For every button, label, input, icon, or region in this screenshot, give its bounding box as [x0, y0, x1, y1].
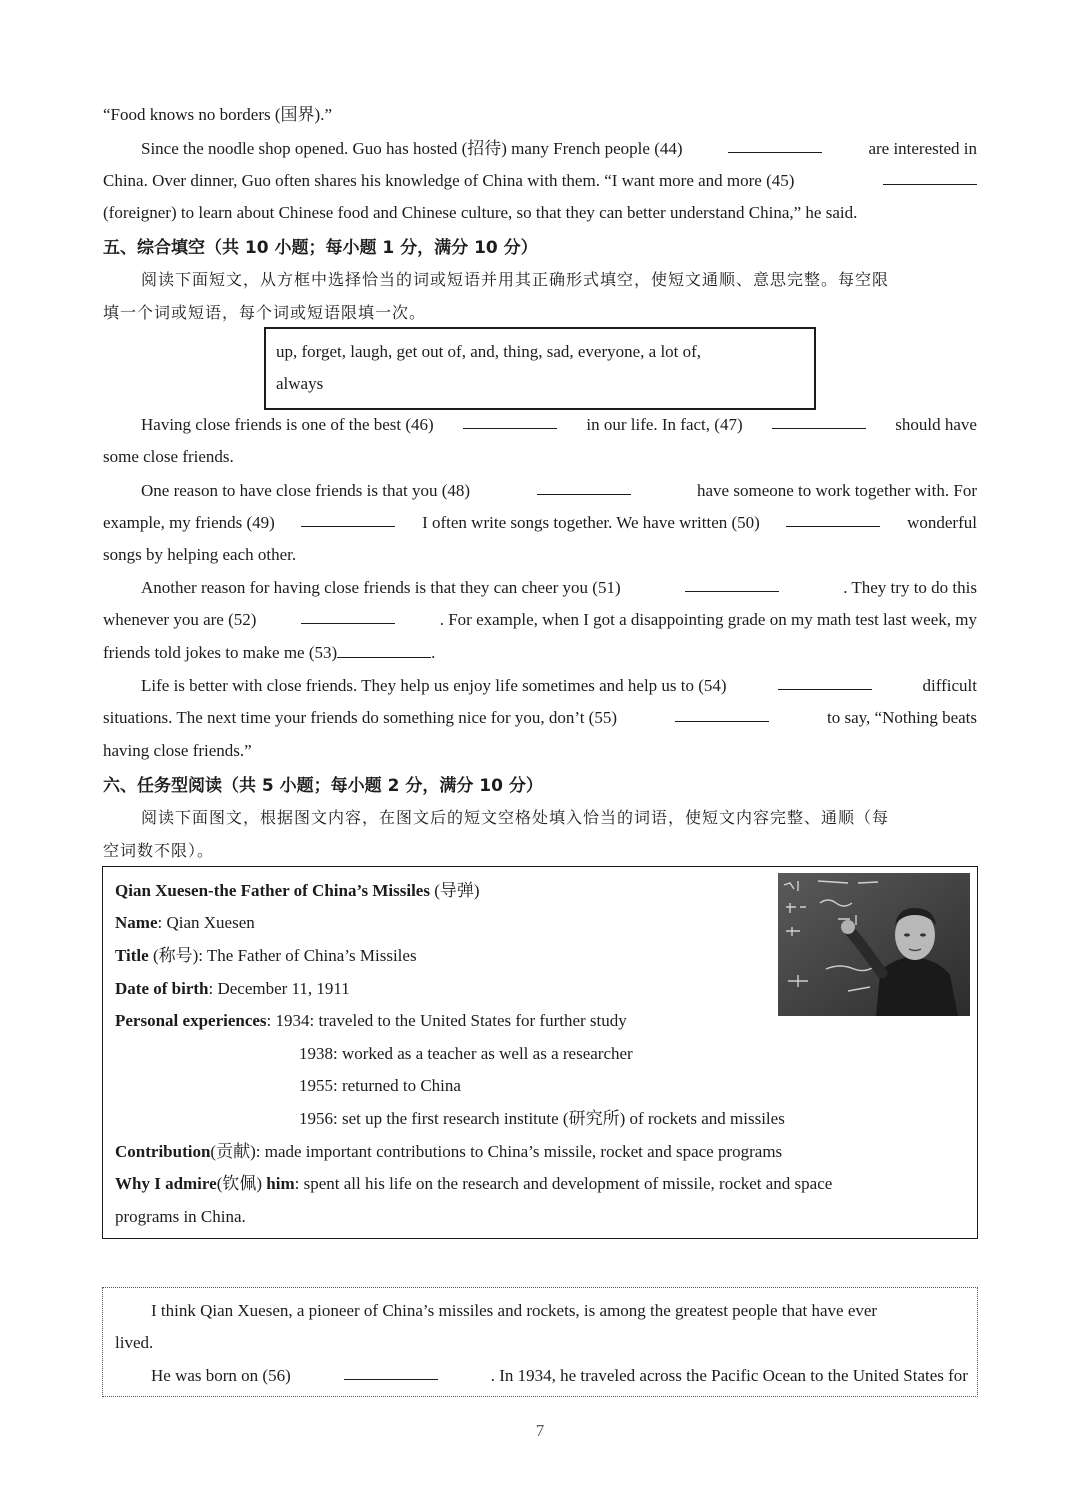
card-contribution-row: Contribution(贡献): made important contributions to China’s missile, rocket and space programs: [115, 1142, 783, 1161]
passage-line: One reason to have close friends is that you (48) have someone to work together with. For: [141, 481, 977, 500]
passage-line: some close friends.: [103, 447, 234, 466]
passage-line: Another reason for having close friends is that they can cheer you (51) . They try to do this: [141, 578, 977, 597]
passage-line: whenever you are (52) . For example, when I got a disappointing grade on my math test last week, my: [103, 610, 977, 629]
passage-line: (foreigner) to learn about Chinese food and Chinese culture, so that they can better understand China,” he said.: [103, 203, 858, 222]
passage-line: I think Qian Xuesen, a pioneer of China’s missiles and rockets, is among the greatest people that have ever: [151, 1301, 878, 1320]
section5-instructions: 阅读下面短文，从方框中选择恰当的词或短语并用其正确形式填空，使短文通顺、意思完整。每空限: [141, 270, 890, 289]
card-experience-row: 1955: returned to China: [299, 1076, 461, 1095]
blank-51[interactable]: [685, 576, 779, 592]
blank-44[interactable]: [728, 137, 822, 153]
qian-xuesen-photo: [778, 873, 970, 1016]
blank-54[interactable]: [778, 674, 872, 690]
blank-56[interactable]: [344, 1364, 438, 1380]
card-title: Qian Xuesen-the Father of China’s Missiles (导弹): [115, 881, 480, 900]
card-dob-row: Date of birth: December 11, 1911: [115, 979, 350, 998]
card-experience-row: Personal experiences: 1934: traveled to the United States for further study: [115, 1011, 627, 1030]
blank-45[interactable]: [883, 169, 977, 185]
passage-line: Having close friends is one of the best (46) in our life. In fact, (47) should have: [141, 415, 977, 434]
passage-line: lived.: [115, 1333, 154, 1352]
section5-instructions: 填一个词或短语，每个词或短语限填一次。: [103, 303, 427, 322]
word-bank-line: always: [276, 374, 324, 393]
passage-line: He was born on (56) . In 1934, he traveled across the Pacific Ocean to the United States for: [151, 1366, 968, 1385]
card-admire-row: Why I admire(钦佩) him: spent all his life on the research and development of missile, rocket and space: [115, 1174, 833, 1193]
card-admire-row: programs in China.: [115, 1207, 246, 1226]
quote-line: “Food knows no borders (国界).”: [103, 105, 332, 124]
blank-55[interactable]: [675, 706, 769, 722]
passage-line: friends told jokes to make me (53) .: [103, 643, 436, 662]
passage-line: Since the noodle shop opened. Guo has hosted (招待) many French people (44) are interested in: [141, 139, 977, 158]
blank-48[interactable]: [537, 479, 631, 495]
word-bank-line: up, forget, laugh, get out of, and, thing, sad, everyone, a lot of,: [276, 342, 702, 361]
passage-line: having close friends.”: [103, 741, 252, 760]
page-number: 7: [535, 1421, 545, 1440]
section5-heading: 五、综合填空（共 10 小题；每小题 1 分，满分 10 分）: [103, 238, 538, 258]
blank-52[interactable]: [301, 608, 395, 624]
card-name-row: Name: Qian Xuesen: [115, 913, 255, 932]
section6-instructions: 空词数不限）。: [103, 841, 215, 860]
section6-instructions: 阅读下面图文，根据图文内容，在图文后的短文空格处填入恰当的词语，使短文内容完整、通顺（每: [141, 808, 890, 827]
card-title-row: Title (称号): The Father of China’s Missiles: [115, 946, 417, 965]
passage-line: example, my friends (49) I often write songs together. We have written (50) wonderful: [103, 513, 977, 532]
passage-line: China. Over dinner, Guo often shares his knowledge of China with them. “I want more and more (45): [103, 169, 977, 193]
card-experience-row: 1938: worked as a teacher as well as a researcher: [299, 1044, 633, 1063]
section6-heading: 六、任务型阅读（共 5 小题；每小题 2 分，满分 10 分）: [103, 776, 543, 796]
blank-47[interactable]: [772, 413, 866, 429]
blank-53[interactable]: [337, 642, 431, 658]
blank-46[interactable]: [463, 413, 557, 429]
passage-line: Life is better with close friends. They help us enjoy life sometimes and help us to (54) difficult: [141, 676, 977, 695]
card-experience-row: 1956: set up the first research institute (研究所) of rockets and missiles: [299, 1109, 785, 1128]
passage-line: situations. The next time your friends do something nice for you, don’t (55) to say, “Nothing beats: [103, 708, 977, 727]
passage-line: songs by helping each other.: [103, 545, 297, 564]
blank-50[interactable]: [786, 511, 880, 527]
blank-49[interactable]: [301, 511, 395, 527]
